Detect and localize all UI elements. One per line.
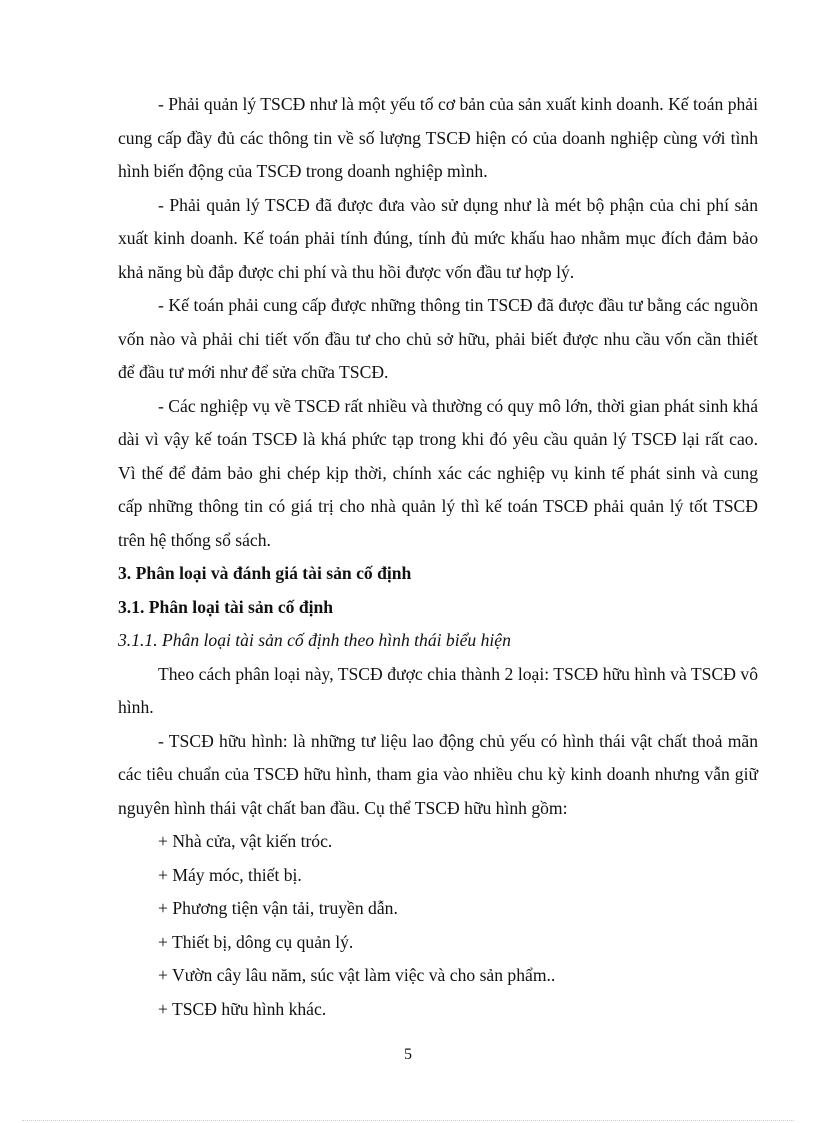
heading-section-3-1-1: 3.1.1. Phân loại tài sản cố định theo hình thái biểu hiện [118,630,511,650]
list-item-machinery: + Máy móc, thiết bị. [158,864,302,885]
page-content [118,88,758,1026]
list-item-transport: + Phương tiện vận tải, truyền dẫn. [158,898,398,918]
paragraph-manage-as-production-factor: - Phải quản lý TSCĐ như là một yếu tố cơ bản của sản xuất kinh doanh. Kế toán phải cung cấp đầy đủ các thông tin về số lượng TSCĐ hiện có của doanh nghiệp cùng với tình hình biến động của TSCĐ trong doanh nghiệp mình. [118,94,758,181]
heading-section-3-1: 3.1. Phân loại tài sản cố định [118,596,334,617]
list-item-other-tangible: + TSCĐ hữu hình khác. [158,998,327,1019]
list-item-buildings: + Nhà cửa, vật kiến tróc. [158,831,333,851]
list-item-management-tools: + Thiết bị, dông cụ quản lý. [158,931,354,952]
page-number: 5 [404,1046,412,1063]
paragraph-classification-intro: Theo cách phân loại này, TSCĐ được chia thành 2 loại: TSCĐ hữu hình và TSCĐ vô hình. [118,663,758,717]
page-bottom-divider [22,1120,794,1121]
heading-section-3: 3. Phân loại và đánh giá tài sản cố định [118,563,412,583]
paragraph-capital-source-info: - Kế toán phải cung cấp được những thông tin TSCĐ đã được đầu tư bằng các nguồn vốn nào và phải chi tiết vốn đầu tư cho chủ sở hữu, phải biết được nhu cầu vốn cần thiết để đầu tư mới như để sửa chữa TSCĐ. [118,295,758,382]
paragraph-manage-as-cost-component: - Phải quản lý TSCĐ đã được đưa vào sử dụng như là mét bộ phận của chi phí sản xuất kinh doanh. Kế toán phải tính đúng, tính đủ mức khấu hao nhằm mục đích đảm bảo khả năng bù đắp được chi phí và thu hồi được vốn đầu tư hợp lý. [118,194,758,282]
paragraph-complex-operations: - Các nghiệp vụ về TSCĐ rất nhiều và thường có quy mô lớn, thời gian phát sinh khá dài vì vậy kế toán TSCĐ là khá phức tạp trong khi đó yêu cầu quản lý TSCĐ lại rất cao. Vì thế để đảm bảo ghi chép kịp thời, chính xác các nghiệp vụ kinh tế phát sinh và cung cấp những thông tin có giá trị cho nhà quản lý thì kế toán TSCĐ phải quản lý tốt TSCĐ trên hệ thống sổ sách. [118,395,758,550]
list-item-perennial-plants-animals: + Vườn cây lâu năm, súc vật làm việc và cho sản phẩm.. [158,965,556,985]
paragraph-tangible-definition: - TSCĐ hữu hình: là những tư liệu lao động chủ yếu có hình thái vật chất thoả mãn các tiêu chuẩn của TSCĐ hữu hình, tham gia vào nhiều chu kỳ kinh doanh nhưng vẫn giữ nguyên hình thái vật chất ban đầu. Cụ thể TSCĐ hữu hình gồm: [118,730,758,818]
